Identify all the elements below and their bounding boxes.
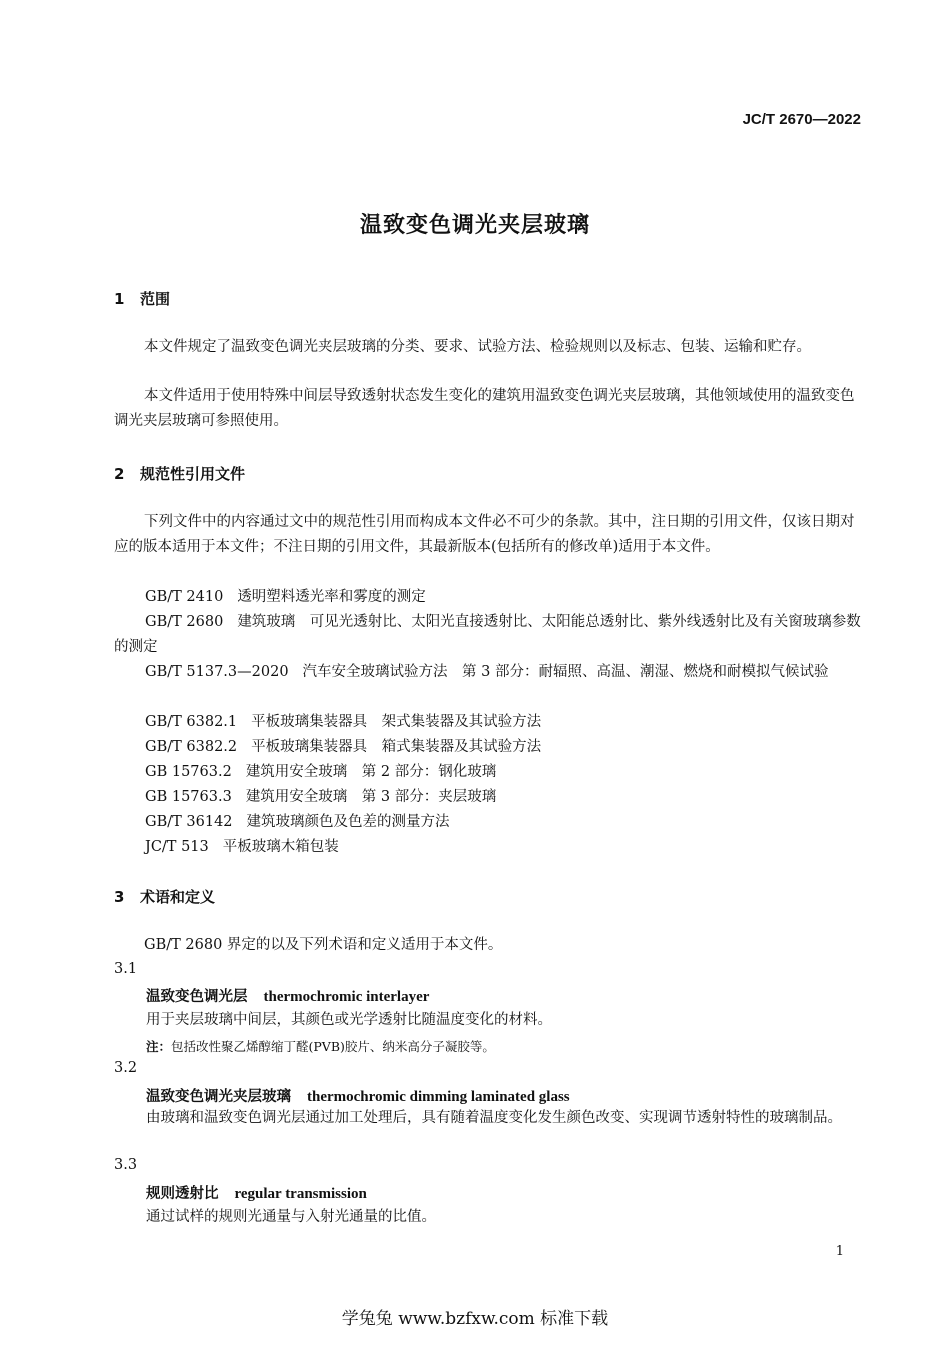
- reference-code: GB 15763.3: [145, 789, 232, 805]
- term-entry: [146, 985, 429, 1006]
- section-1-heading: [114, 288, 170, 309]
- reference-title: 透明塑料透光率和雾度的测定: [237, 589, 426, 605]
- reference-item: [114, 710, 864, 735]
- reference-item: [114, 760, 864, 785]
- term-entry: [146, 1085, 570, 1106]
- standard-code: JC/T 2670—2022: [742, 111, 861, 128]
- reference-item: [114, 610, 864, 660]
- reference-item: [114, 810, 864, 835]
- section-2-heading: [114, 463, 245, 484]
- term-definition: 由玻璃和温致变色调光层通过加工处理后，具有随着温度变化发生颜色改变、实现调节透射特性的玻璃制品。: [146, 1110, 842, 1126]
- reference-code: JC/T 513: [145, 839, 209, 855]
- page-number: 1: [835, 1244, 844, 1259]
- term-english: thermochromic interlayer: [263, 989, 430, 1005]
- paragraph: 下列文件中的内容通过文中的规范性引用而构成本文件必不可少的条款。其中，注日期的引用文件，仅该日期对应的版本适用于本文件；不注日期的引用文件，其最新版本(包括所有的修改单)适用于本文件。: [114, 514, 855, 555]
- reference-code: GB/T 2410: [145, 589, 224, 605]
- clause-number: 3.3: [114, 1157, 138, 1173]
- term-entry: [146, 1182, 367, 1203]
- reference-code: GB/T 36142: [145, 814, 233, 830]
- reference-title: 平板玻璃集装器具 箱式集装器及其试验方法: [251, 739, 542, 755]
- term-definition: 用于夹层玻璃中间层，其颜色或光学透射比随温度变化的材料。: [146, 1012, 552, 1028]
- term-chinese: 规则透射比: [146, 1186, 219, 1202]
- term-english: thermochromic dimming laminated glass: [307, 1089, 570, 1105]
- reference-title: 建筑用安全玻璃 第 3 部分：夹层玻璃: [245, 789, 497, 805]
- reference-code: GB/T 6382.1: [145, 714, 238, 730]
- note-text: 包括改性聚乙烯醇缩丁醛(PVB)胶片、纳米高分子凝胶等。: [171, 1039, 495, 1054]
- reference-title: 平板玻璃集装器具 架式集装器及其试验方法: [251, 714, 542, 730]
- reference-item: [114, 785, 864, 810]
- reference-title: 建筑玻璃颜色及色差的测量方法: [246, 814, 450, 830]
- section-title: 范围: [140, 290, 171, 308]
- section-number: 1: [114, 290, 125, 308]
- reference-title: 建筑用安全玻璃 第 2 部分：钢化玻璃: [245, 764, 497, 780]
- reference-item: [114, 735, 864, 760]
- reference-title: 汽车安全玻璃试验方法 第 3 部分：耐辐照、高温、潮湿、燃烧和耐模拟气候试验: [302, 664, 829, 680]
- term-chinese: 温致变色调光层: [146, 989, 248, 1005]
- reference-title: 平板玻璃木箱包装: [222, 839, 339, 855]
- note-label: 注：: [146, 1039, 172, 1054]
- reference-code: GB 15763.2: [145, 764, 232, 780]
- section-title: 术语和定义: [140, 888, 216, 906]
- term-chinese: 温致变色调光夹层玻璃: [146, 1089, 291, 1105]
- term-definition: 通过试样的规则光通量与入射光通量的比值。: [146, 1209, 436, 1225]
- section-title: 规范性引用文件: [140, 465, 246, 483]
- reference-item: [114, 835, 864, 860]
- term-note: [146, 1037, 495, 1055]
- reference-item: [114, 660, 864, 685]
- reference-code: GB/T 5137.3—2020: [145, 664, 289, 680]
- term-english: regular transmission: [234, 1186, 367, 1202]
- section-3-heading: [114, 886, 215, 907]
- paragraph: 本文件适用于使用特殊中间层导致透射状态发生变化的建筑用温致变色调光夹层玻璃，其他领域使用的温致变色调光夹层玻璃可参照使用。: [114, 388, 855, 429]
- paragraph: 本文件规定了温致变色调光夹层玻璃的分类、要求、试验方法、检验规则以及标志、包装、运输和贮存。: [144, 339, 811, 355]
- reference-item: [114, 585, 864, 610]
- paragraph: GB/T 2680 界定的以及下列术语和定义适用于本文件。: [144, 937, 503, 953]
- document-title: 温致变色调光夹层玻璃: [359, 213, 590, 238]
- footer-watermark: 学兔兔 www.bzfxw.com 标准下载: [341, 1309, 609, 1329]
- clause-number: 3.2: [114, 1060, 138, 1076]
- clause-number: 3.1: [114, 961, 138, 977]
- reference-title: 建筑玻璃 可见光透射比、太阳光直接透射比、太阳能总透射比、紫外线透射比及有关窗玻璃参数的测定: [114, 614, 861, 655]
- section-number: 3: [114, 888, 125, 906]
- section-number: 2: [114, 465, 125, 483]
- reference-code: GB/T 2680: [145, 614, 224, 630]
- reference-code: GB/T 6382.2: [145, 739, 238, 755]
